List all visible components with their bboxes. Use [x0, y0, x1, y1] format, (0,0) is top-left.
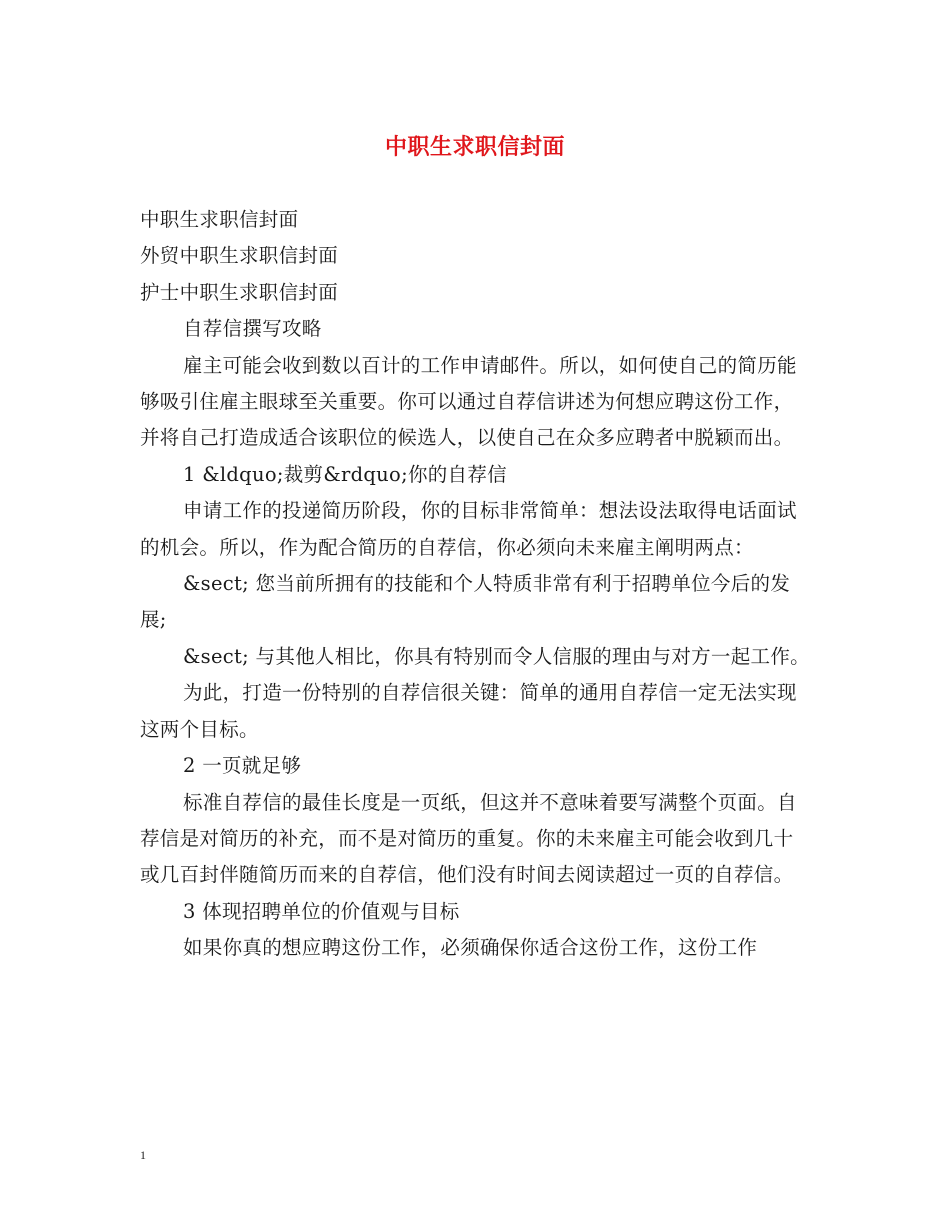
- heading-line: 中职生求职信封面: [140, 208, 299, 231]
- section-heading: 1 &ldquo;裁剪&rdquo;你的自荐信: [183, 462, 507, 486]
- heading-line: 护士中职生求职信封面: [140, 280, 339, 304]
- bullet-paragraph: &sect; 与其他人相比，你具有特别而令人信服的理由与对方一起工作。: [183, 644, 810, 668]
- section-heading: 2 一页就足够: [183, 754, 302, 778]
- heading-line: 外贸中职生求职信封面: [140, 244, 339, 268]
- section-heading: 自荐信撰写攻略: [183, 317, 322, 341]
- body-paragraph: 为此，打造一份特别的自荐信很关键：简单的通用自荐信一定无法实现这两个目标。: [140, 681, 797, 741]
- body-paragraph: 如果你真的想应聘这份工作，必须确保你适合这份工作，这份工作: [183, 936, 758, 960]
- body-paragraph: 雇主可能会收到数以百计的工作申请邮件。所以，如何使自己的简历能够吸引住雇主眼球至关重要。你可以通过自荐信讲述为何想应聘这份工作，并将自己打造成适合该职位的候选人，以使自己在众多应聘者中脱颖而出。: [140, 353, 797, 450]
- document-title: 中职生求职信封面: [384, 134, 565, 160]
- document-body: [140, 202, 812, 967]
- page-number: 1: [140, 1148, 146, 1162]
- body-paragraph: 标准自荐信的最佳长度是一页纸，但这并不意味着要写满整个页面。自荐信是对简历的补充，而不是对简历的重复。你的未来雇主可能会收到几十或几百封伴随简历而来的自荐信，他们没有时间去阅读超过一页的自荐信。: [140, 790, 797, 887]
- bullet-paragraph: &sect; 您当前所拥有的技能和个人特质非常有利于招聘单位今后的发展;: [140, 572, 791, 632]
- section-heading: 3 体现招聘单位的价值观与目标: [183, 899, 460, 923]
- body-paragraph: 申请工作的投递简历阶段，你的目标非常简单：想法设法取得电话面试的机会。所以，作为配合简历的自荐信，你必须向未来雇主阐明两点：: [140, 499, 797, 559]
